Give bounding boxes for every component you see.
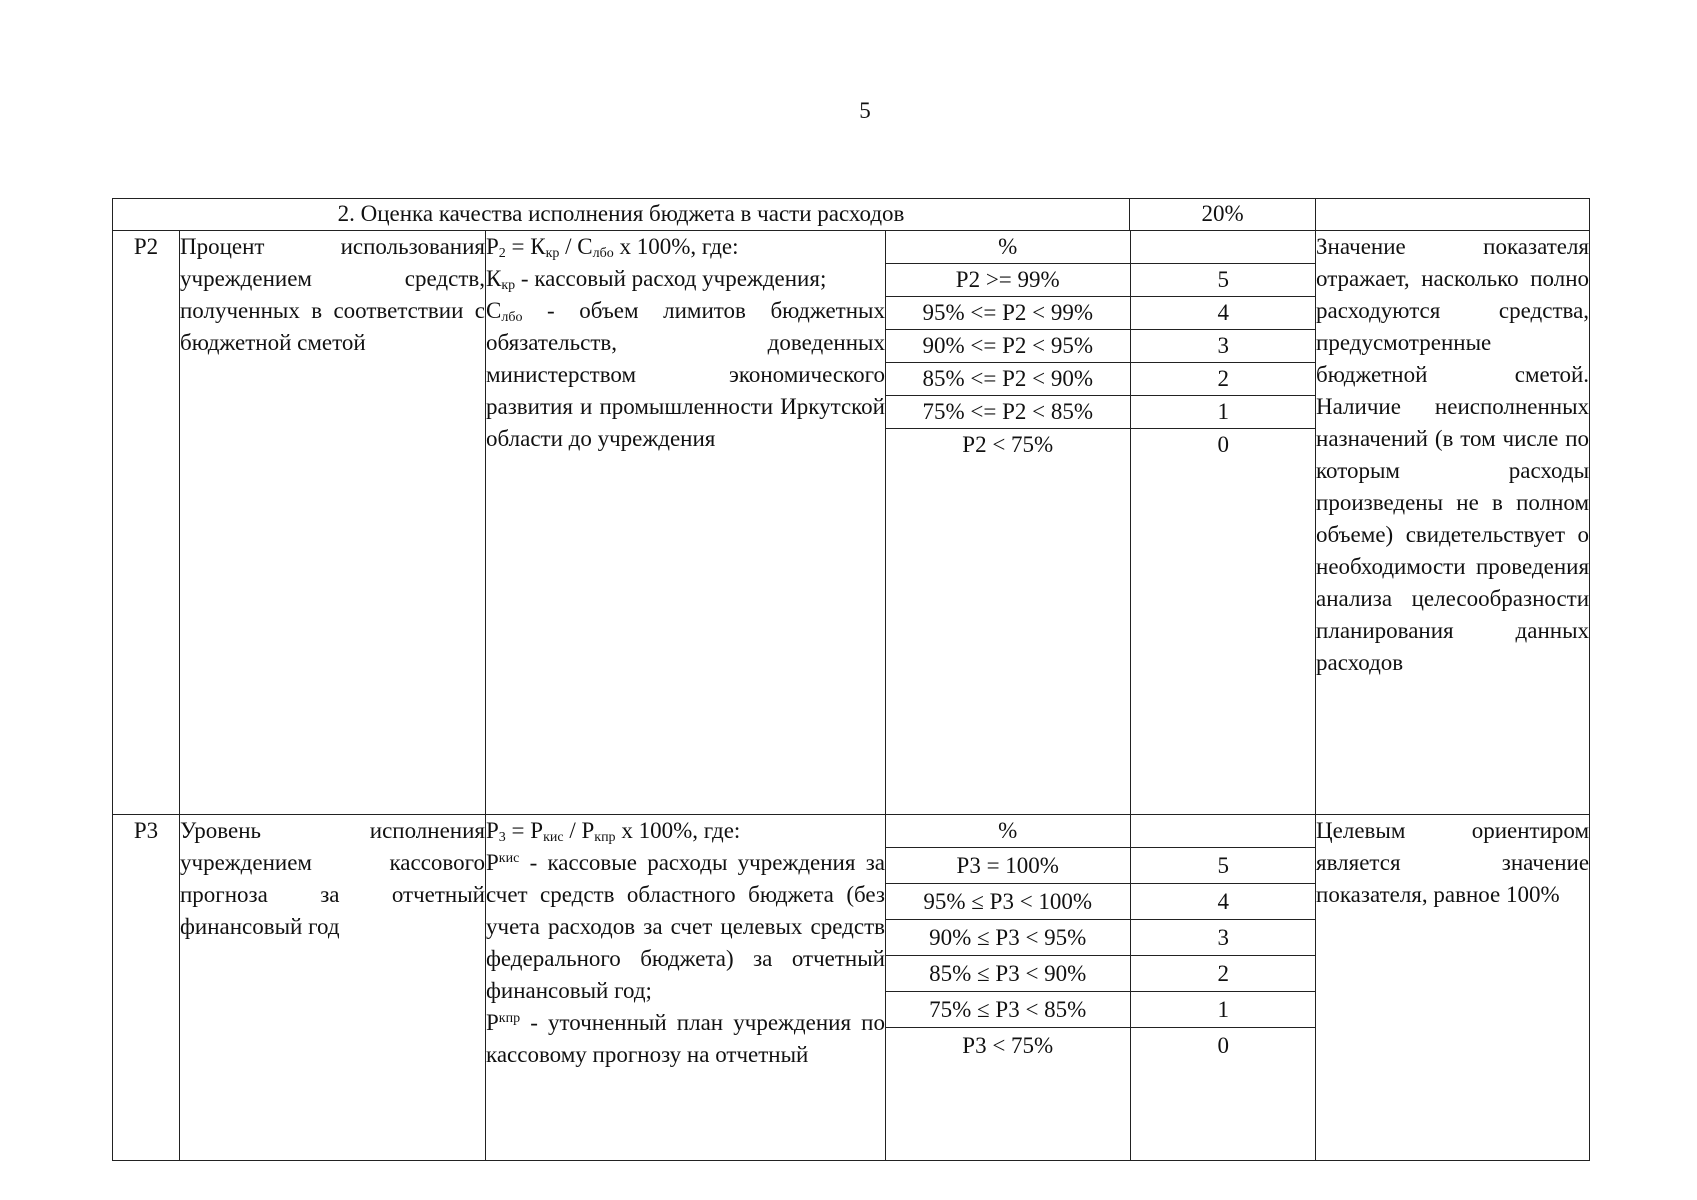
scale-header-row	[886, 815, 1316, 848]
scale-score: 3	[1130, 920, 1316, 956]
scale-score: 1	[1130, 992, 1316, 1028]
section-title: 2. Оценка качества исполнения бюджета в части расходов	[113, 199, 1130, 231]
scale-score: 2	[1130, 956, 1316, 992]
indicator-note: Целевым ориентиром является значение показателя, равное 100%	[1316, 815, 1590, 1161]
section-empty-cell	[1316, 199, 1590, 231]
scale-row	[886, 264, 1316, 297]
scale-row	[886, 429, 1316, 815]
indicator-row-p2	[113, 231, 1590, 815]
page-number: 5	[859, 98, 871, 123]
scale-row	[886, 297, 1316, 330]
formula-definition: $К_{кр}$ - кассовый расход учреждения;	[486, 266, 827, 293]
scale-range: 90% ≤ P3 < 95%	[886, 920, 1130, 956]
scale-range: 90% <= P2 < 95%	[886, 330, 1130, 363]
scale-score: 4	[1130, 297, 1316, 330]
indicator-name: Уровень исполнения учреждением кассового прогноза за отчетный финансовый год	[180, 815, 486, 1161]
section-header-row	[113, 199, 1590, 231]
formula-line: $P_2 = К_{кр} / С_{лбо}$ x 100%, где:	[486, 234, 739, 261]
scale-row	[886, 920, 1316, 956]
scale-range: 75% <= P2 < 85%	[886, 396, 1130, 429]
scale-score: 0	[1217, 1033, 1229, 1058]
scale-score: 5	[1130, 848, 1316, 884]
indicator-row-p3	[113, 815, 1590, 1161]
formula-definition: $P^{кис}$ - кассовые расходы учреждения за счет средств областного бюджета (без учета расходов за счет целевых средств федерального бюджета) за отчетный финансовый год;	[486, 850, 885, 1003]
scale-range: 95% <= P2 < 99%	[886, 297, 1130, 330]
scale-score: 5	[1130, 264, 1316, 297]
indicator-note: Значение показателя отражает, насколько полно расходуются средства, предусмотренные бюджетной сметой. Наличие неисполненных назначений (в том числе по которым расходы произведены не в полном объеме) свидетельствует о необходимости проведения анализа целесообразности планирования данных расходов	[1316, 231, 1590, 815]
scale-header-row	[886, 231, 1316, 264]
scale-range: 95% ≤ P3 < 100%	[886, 884, 1130, 920]
scale-row	[886, 330, 1316, 363]
criteria-table	[112, 198, 1590, 1161]
indicator-formula	[486, 231, 886, 815]
indicator-formula	[486, 815, 886, 1161]
indicator-code: P2	[113, 231, 180, 815]
scale-score: 2	[1130, 363, 1316, 396]
scale-header-empty	[1130, 231, 1316, 264]
scale-header-empty	[1130, 815, 1316, 848]
scale-row	[886, 992, 1316, 1028]
indicator-name: Процент использования учреждением средств, полученных в соответствии с бюджетной сметой	[180, 231, 486, 815]
scale-range: P3 = 100%	[886, 848, 1130, 884]
scale-range: 75% ≤ P3 < 85%	[886, 992, 1130, 1028]
scale-range: P2 < 75%	[886, 429, 1130, 815]
scale-row	[886, 848, 1316, 884]
indicator-code: P3	[113, 815, 180, 1161]
scale-row	[886, 363, 1316, 396]
scale-row	[886, 396, 1316, 429]
scale-range: 85% ≤ P3 < 90%	[886, 956, 1130, 992]
scale-row	[886, 956, 1316, 992]
scale-score: 4	[1130, 884, 1316, 920]
scoring-scale	[886, 231, 1316, 815]
scoring-scale	[886, 815, 1316, 1161]
scale-range: 85% <= P2 < 90%	[886, 363, 1130, 396]
scale-range: P3 < 75%	[886, 1028, 1130, 1161]
scale-score: 1	[1130, 396, 1316, 429]
formula-line: $P_3 = P_{кис} / P_{кпр}$ x 100%, где:	[486, 818, 741, 845]
scale-score: 3	[1130, 330, 1316, 363]
scale-header: %	[886, 231, 1130, 264]
section-weight: 20%	[1130, 199, 1316, 231]
scale-score: 0	[1217, 432, 1229, 457]
formula-definition: $С_{лбо}$ - объем лимитов бюджетных обязательств, доведенных министерством экономического развития и промышленности Иркутской области до учреждения	[486, 298, 885, 451]
scale-range: P2 >= 99%	[886, 264, 1130, 297]
formula-definition: $P^{кпр}$ - уточненный план учреждения по кассовому прогнозу на отчетный	[486, 1010, 885, 1067]
scale-row	[886, 884, 1316, 920]
scale-header: %	[886, 815, 1130, 848]
scale-row	[886, 1028, 1316, 1161]
